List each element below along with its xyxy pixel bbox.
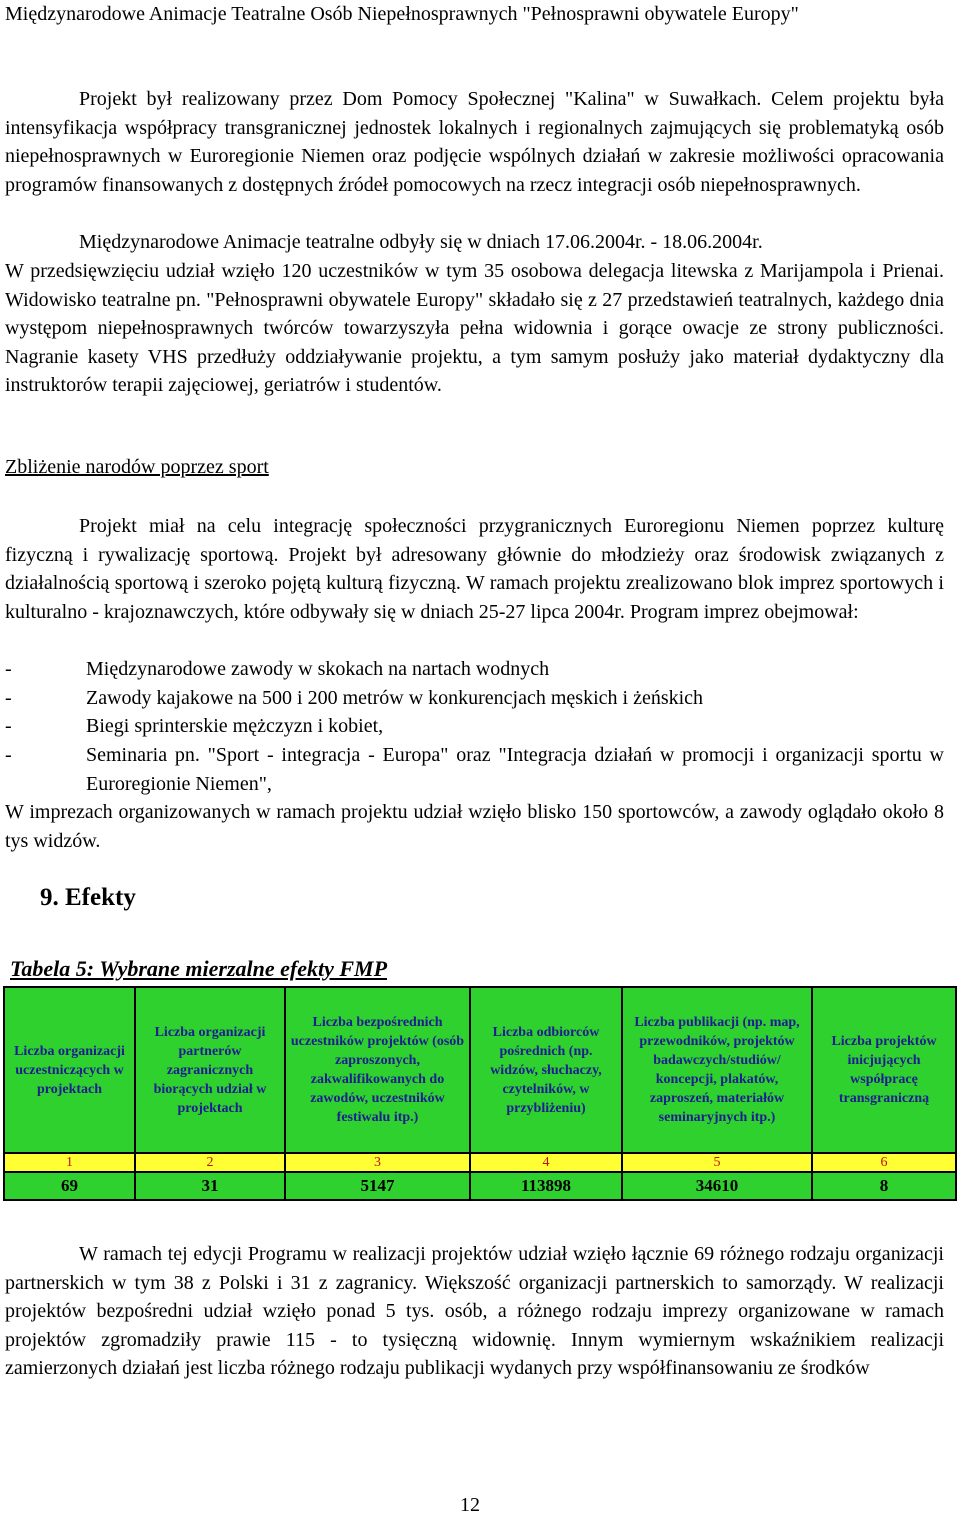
list-item: [5, 712, 944, 741]
table-header-cell: Liczba bezpośrednich uczestników projektów (osób zaproszonych, zakwalifikowanych do zawodów, uczestników festiwalu itp.): [285, 987, 470, 1153]
table-number-cell: 2: [135, 1153, 285, 1172]
table-number-row: [4, 1153, 956, 1172]
sport-section-heading: Zbliżenie narodów poprzez sport: [5, 456, 269, 478]
table-value-cell: 69: [4, 1172, 135, 1200]
bullet-dash: -: [5, 687, 12, 709]
table-number-cell: 3: [285, 1153, 470, 1172]
paragraph-sport-summary: W imprezach organizowanych w ramach projektu udział wzięło blisko 150 sportowców, a zawody oglądało około 8 tys widzów.: [5, 801, 944, 852]
table-value-row: [4, 1172, 956, 1200]
table-number-cell: 6: [812, 1153, 956, 1172]
table-value-cell: 31: [135, 1172, 285, 1200]
section-title-efekty: 9. Efekty: [40, 884, 136, 911]
table-value-cell: 34610: [622, 1172, 812, 1200]
list-item-text: Seminaria pn. "Sport - integracja - Europa" oraz "Integracja działań w promocji i organizacji sportu w Euroregionie Niemen",: [86, 744, 944, 795]
table-number-cell: 5: [622, 1153, 812, 1172]
table-value-cell: 113898: [470, 1172, 622, 1200]
top-heading: Międzynarodowe Animacje Teatralne Osób Niepełnosprawnych "Pełnosprawni obywatele Europy": [5, 3, 799, 25]
paragraph-sport-project: Projekt miał na celu integrację społeczności przygranicznych Euroregionu Niemen poprzez kulturę fizyczną i rywalizację sportową. Projekt był adresowany głównie do młodzieży oraz środowisk związanych z działalnością sportową i szeroko pojętą kulturą fizyczną. W ramach projektu zrealizowano blok imprez sportowych i kulturalno - krajoznawczych, które odbywały się w dniach 25-27 lipca 2004r. Program imprez obejmował:: [5, 515, 944, 623]
list-item-text: Zawody kajakowe na 500 i 200 metrów w konkurencjach męskich i żeńskich: [86, 687, 704, 709]
list-item: [5, 684, 944, 713]
bullet-dash: -: [5, 658, 12, 680]
list-item: [5, 655, 944, 684]
paragraph-participants: W przedsięwzięciu udział wzięło 120 uczestników w tym 35 osobowa delegacja litewska z Marijampola i Prienai. Widowisko teatralne pn. "Pełnosprawni obywatele Europy" składało się z 27 przedstawień teatralnych, każdego dnia występom niepełnosprawnych twórców towarzyszyła pełna widownia i gorące owacje ze strony publiczności. Nagranie kasety VHS przedłuży oddziaływanie projektu, a tym samym posłuży jako materiał dydaktyczny dla instruktorów terapii zajęciowej, geriatrów i studentów.: [5, 260, 944, 397]
list-item-text: Biegi sprinterskie mężczyzn i kobiet,: [86, 715, 384, 737]
list-item-text: Międzynarodowe zawody w skokach na nartach wodnych: [86, 658, 550, 680]
list-item: [5, 741, 944, 798]
table-header-cell: Liczba odbiorców pośrednich (np. widzów, słuchaczy, czytelników, w przybliżeniu): [470, 987, 622, 1153]
paragraph-edition-summary: W ramach tej edycji Programu w realizacji projektów udział wzięło łącznie 69 różnego rodzaju organizacji partnerskich w tym 38 z Polski i 31 z zagranicy. Większość organizacji partnerskich to samorządy. W realizacji projektów bezpośredni udział wzięło ponad 5 tys. osób, a różnego rodzaju imprezy organizowane w ramach projektów zgromadziły prawie 115 - to tysięczną widownię. Innym wymiernym wskaźnikiem realizacji zamierzonych działań jest liczba różnego rodzaju publikacji wydanych przy współfinansowaniu ze środków: [5, 1243, 944, 1380]
paragraph-project-kalina: Projekt był realizowany przez Dom Pomocy Społecznej "Kalina" w Suwałkach. Celem projektu była intensyfikacja współpracy transgranicznej jednostek lokalnych i regionalnych zajmujących się problematyką osób niepełnosprawnych w Euroregionie Niemen oraz podjęcie wspólnych działań w zakresie możliwości opracowania programów finansowanych z dostępnych źródeł pomocowych na rzecz integracji osób niepełnosprawnych.: [5, 88, 944, 196]
table-header-cell: Liczba organizacji uczestniczących w projektach: [4, 987, 135, 1153]
table-number-cell: 4: [470, 1153, 622, 1172]
table-number-cell: 1: [4, 1153, 135, 1172]
table-header-cell: Liczba publikacji (np. map, przewodników, projektów badawczych/studiów/ koncepcji, plakatów, zaproszeń, materiałów seminaryjnych itp.): [622, 987, 812, 1153]
table-value-cell: 5147: [285, 1172, 470, 1200]
paragraph-animation-dates: Międzynarodowe Animacje teatralne odbyły się w dniach 17.06.2004r. - 18.06.2004r.: [79, 231, 763, 253]
page-number: 12: [460, 1494, 480, 1516]
table-caption: Tabela 5: Wybrane mierzalne efekty FMP: [10, 956, 388, 981]
table-value-cell: 8: [812, 1172, 956, 1200]
table-header-row: [4, 987, 956, 1153]
table-header-cell: Liczba projektów inicjujących współpracę transgraniczną: [812, 987, 956, 1153]
bullet-dash: -: [5, 715, 12, 737]
table-header-cell: Liczba organizacji partnerów zagranicznych biorących udział w projektach: [135, 987, 285, 1153]
effects-table: [3, 986, 957, 1201]
bullet-dash: -: [5, 744, 12, 766]
